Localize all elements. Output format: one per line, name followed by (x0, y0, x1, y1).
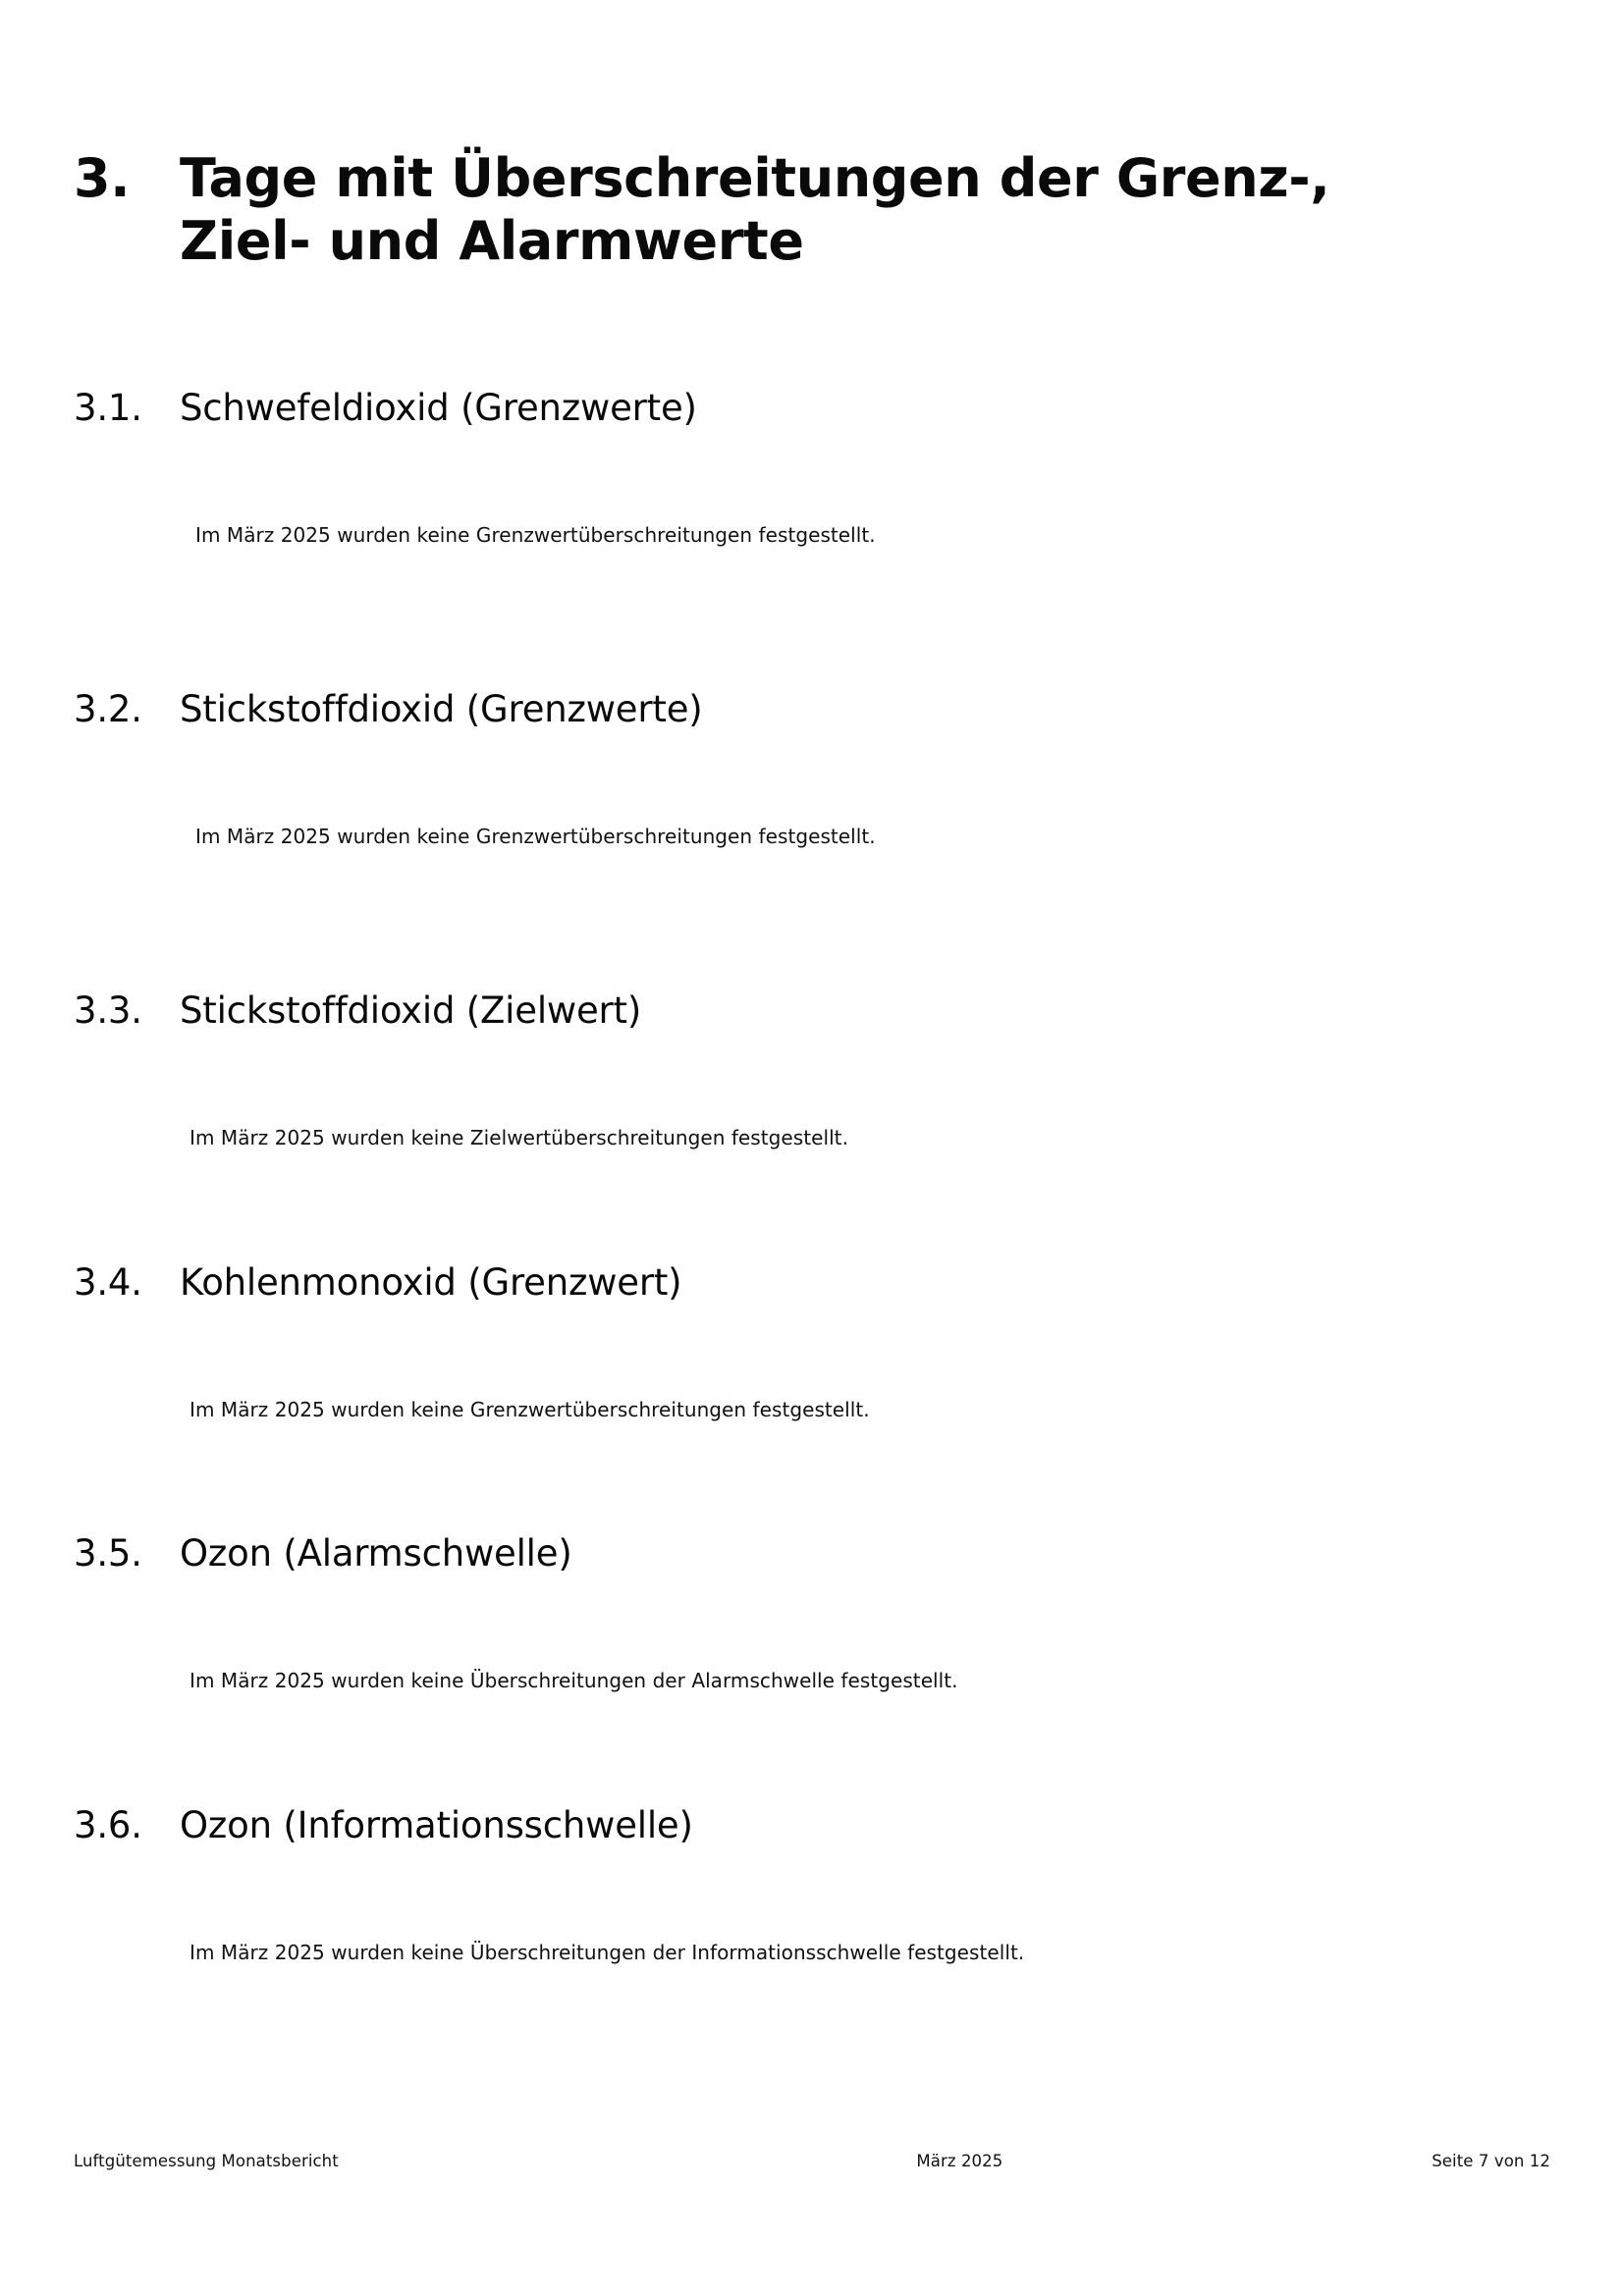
page-content (74, 147, 1478, 1987)
spacer (74, 1063, 1478, 1104)
spacer (74, 569, 1478, 658)
spacer (74, 272, 1478, 356)
section-number: 3.1. (74, 387, 142, 430)
section-number: 3.6. (74, 1804, 142, 1847)
spacer (74, 1335, 1478, 1376)
section-heading-3-5 (74, 1532, 1478, 1575)
section-text-3-4: Im März 2025 wurden keine Grenzwertüberschreitungen festgestellt. (189, 1397, 870, 1421)
spacer (74, 1172, 1478, 1231)
spacer (74, 1444, 1478, 1503)
chapter-number: 3. (74, 147, 131, 209)
section-heading-3-2 (74, 688, 1478, 731)
section-number: 3.4. (74, 1260, 142, 1304)
spacer (74, 460, 1478, 502)
section-heading-3-3 (74, 989, 1478, 1033)
section-title: Kohlenmonoxid (Grenzwert) (180, 1260, 682, 1304)
page-footer (74, 2152, 1550, 2170)
section-number: 3.2. (74, 687, 142, 730)
spacer (74, 762, 1478, 803)
section-title: Stickstoffdioxid (Grenzwerte) (180, 687, 703, 730)
section-text-3-3: Im März 2025 wurden keine Zielwertüberschreitungen festgestellt. (189, 1125, 848, 1149)
spacer (74, 1715, 1478, 1774)
section-text-3-2: Im März 2025 wurden keine Grenzwertüberschreitungen festgestellt. (195, 825, 876, 849)
footer-page-number: Seite 7 von 12 (1432, 2152, 1550, 2170)
section-title: Schwefeldioxid (Grenzwerte) (180, 387, 697, 430)
section-heading-3-6 (74, 1804, 1478, 1847)
chapter-heading (74, 147, 1478, 272)
section-title: Ozon (Alarmschwelle) (180, 1532, 572, 1575)
footer-period: März 2025 (916, 2152, 1003, 2170)
footer-document-title: Luftgütemessung Monatsbericht (74, 2152, 339, 2170)
section-text-3-5: Im März 2025 wurden keine Überschreitungen der Alarmschwelle festgestellt. (189, 1669, 958, 1693)
section-text-3-1: Im März 2025 wurden keine Grenzwertüberschreitungen festgestellt. (195, 523, 876, 548)
chapter-title: Tage mit Überschreitungen der Grenz-, Ziel- und Alarmwerte (180, 147, 1330, 272)
section-heading-3-4 (74, 1261, 1478, 1305)
section-number: 3.3. (74, 988, 142, 1032)
section-heading-3-1 (74, 387, 1478, 430)
section-text-3-6: Im März 2025 wurden keine Überschreitungen der Informationsschwelle festgestellt. (189, 1941, 1025, 1965)
spacer (74, 871, 1478, 959)
section-number: 3.5. (74, 1532, 142, 1575)
spacer (74, 1606, 1478, 1647)
spacer (74, 1878, 1478, 1919)
section-title: Ozon (Informationsschwelle) (180, 1804, 693, 1847)
section-title: Stickstoffdioxid (Zielwert) (180, 988, 642, 1032)
